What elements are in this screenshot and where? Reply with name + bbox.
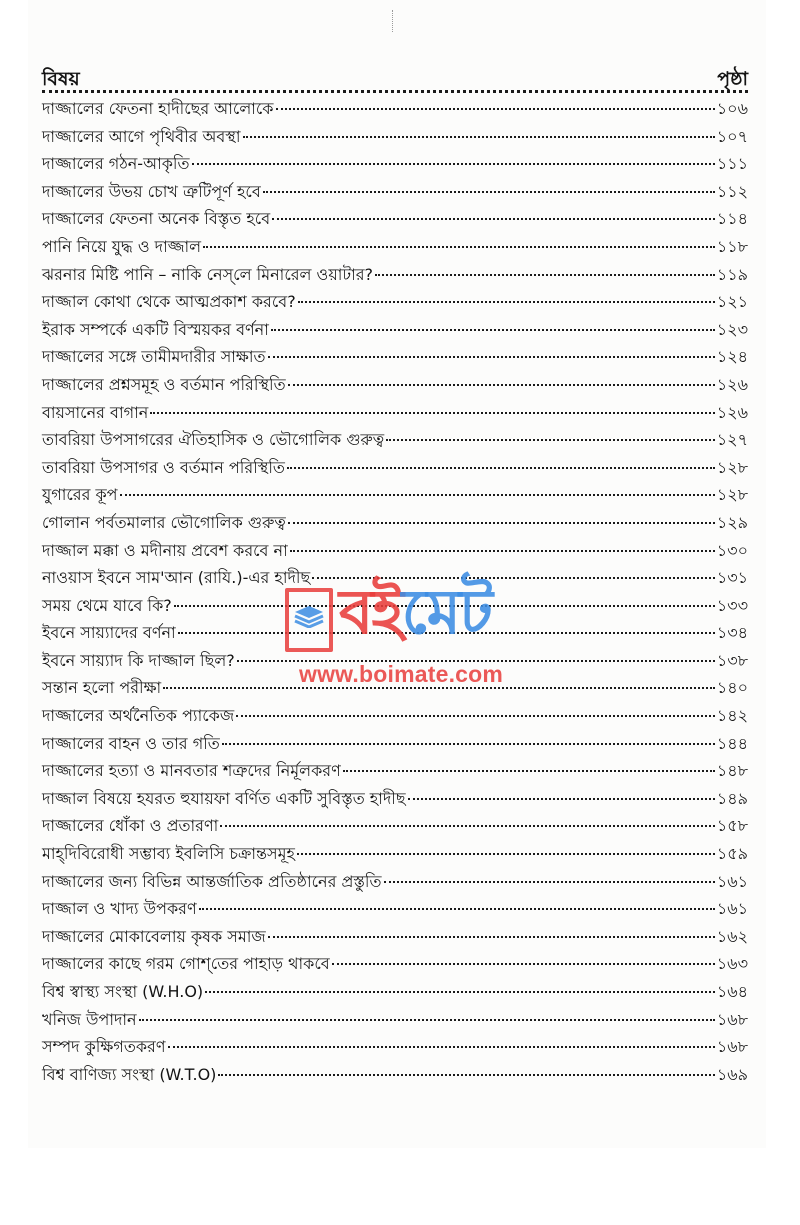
toc-entry-title: বিশ্ব স্বাস্থ্য সংস্থা (W.H.O)	[42, 982, 204, 1001]
dot-leader	[408, 798, 715, 800]
dot-leader	[290, 550, 715, 552]
page-column-label: পৃষ্ঠা	[717, 68, 748, 90]
dot-leader	[174, 605, 715, 607]
dot-leader	[218, 1074, 714, 1076]
toc-entry-title: ইবনে সায়্যাদ কি দাজ্জাল ছিল?	[42, 650, 235, 670]
toc-entry[interactable]	[42, 868, 748, 896]
dot-leader	[199, 908, 715, 910]
toc-entry[interactable]	[42, 895, 748, 923]
toc-entry-page: ১৫৮	[716, 816, 748, 836]
toc-entry-page: ১১৯	[716, 264, 748, 284]
dot-leader	[220, 825, 715, 827]
toc-entry-page: ১৬৮	[716, 1037, 748, 1057]
dot-leader	[192, 163, 715, 165]
toc-entry-page: ১২৮	[716, 485, 748, 505]
toc-entry[interactable]	[42, 288, 748, 316]
dot-leader	[375, 274, 715, 276]
toc-entry-title: পানি নিয়ে যুদ্ধ ও দাজ্জাল	[42, 236, 202, 256]
toc-entry-title: দাজ্জালের আগে পৃথিবীর অবস্থা	[42, 126, 241, 146]
dot-leader	[268, 356, 715, 358]
toc-entry-title: তাবরিয়া উপসাগরের ঐতিহাসিক ও ভৌগোলিক গুরুত্ব	[42, 430, 385, 450]
toc-entry[interactable]	[42, 923, 748, 951]
dot-leader	[163, 687, 715, 689]
toc-entry[interactable]	[42, 261, 748, 289]
toc-entry-page: ১৪৯	[716, 788, 748, 808]
dot-leader	[263, 191, 715, 193]
toc-entry[interactable]	[42, 1033, 748, 1061]
toc-entry[interactable]	[42, 233, 748, 261]
dot-leader	[237, 660, 715, 662]
toc-entry-page: ১৩৮	[716, 650, 748, 670]
dot-leader	[168, 1046, 715, 1048]
toc-entry-page: ১৬৪	[716, 982, 748, 1001]
dot-leader	[288, 384, 715, 386]
toc-entry-title: ইরাক সম্পর্কে একটি বিস্ময়কর বর্ণনা	[42, 319, 269, 339]
dot-leader	[384, 881, 715, 883]
toc-entry-page: ১৪৮	[716, 761, 748, 781]
toc-entry-title: দাজ্জাল কোথা থেকে আত্মপ্রকাশ করবে?	[42, 292, 296, 312]
subject-column-label: বিষয়	[42, 68, 80, 90]
toc-entry-page: ১২৩	[716, 319, 748, 339]
dot-leader	[297, 853, 715, 855]
scan-mark	[392, 10, 394, 32]
toc-entry-title: গোলান পর্বতমালার ভৌগোলিক গুরুত্ব	[42, 512, 286, 532]
toc-entry[interactable]	[42, 812, 748, 840]
dot-leader	[271, 329, 715, 331]
toc-entry-title: দাজ্জালের ফেতনা অনেক বিস্তৃত হবে	[42, 209, 271, 229]
toc-entry[interactable]	[42, 1061, 748, 1089]
toc-entry[interactable]	[42, 150, 748, 178]
toc-entry-page: ১৪৪	[716, 733, 748, 753]
watermark-logo-part1: বই	[339, 575, 402, 648]
dot-leader	[139, 1019, 715, 1021]
toc-entry[interactable]	[42, 537, 748, 565]
dot-leader	[332, 963, 715, 965]
toc-entry[interactable]	[42, 702, 748, 730]
toc-entry[interactable]	[42, 426, 748, 454]
toc-entry-title: বায়সানের বাগান	[42, 402, 149, 422]
toc-entry[interactable]	[42, 509, 748, 537]
toc-entry-title: দাজ্জালের উভয় চোখ ত্রুটিপূর্ণ হবে	[42, 181, 261, 201]
toc-entry[interactable]	[42, 757, 748, 785]
toc-entry-page: ১২৬	[716, 374, 748, 394]
toc-entry-title: দাজ্জালের ধোঁকা ও প্রতারণা	[42, 816, 219, 836]
toc-entry[interactable]	[42, 730, 748, 758]
toc-entry[interactable]	[42, 619, 748, 647]
toc-entry[interactable]	[42, 1006, 748, 1034]
watermark-logo-part2: মেট	[401, 575, 491, 648]
toc-entry-title: সন্তান হলো পরীক্ষা	[42, 678, 162, 698]
toc-entry-page: ১৬১	[716, 871, 748, 891]
toc-entry-title: সম্পদ কুক্ষিগতকরণ	[42, 1037, 166, 1057]
dot-leader	[343, 770, 715, 772]
toc-entry-page: ১২৭	[716, 430, 748, 450]
toc-entry-title: দাজ্জালের সঙ্গে তামীমদারীর সাক্ষাত	[42, 347, 266, 367]
toc-entry-title: বিশ্ব বাণিজ্য সংস্থা (W.T.O)	[42, 1064, 217, 1084]
toc-header	[42, 58, 748, 92]
toc-entry[interactable]	[42, 647, 748, 675]
watermark-url: www.boimate.com	[299, 661, 504, 687]
toc-entry-page: ১৩১	[716, 568, 748, 588]
toc-entry-title: দাজ্জাল মক্কা ও মদীনায় প্রবেশ করবে না	[42, 540, 288, 560]
toc-entry-title: দাজ্জালের মোকাবেলায় কৃষক সমাজ	[42, 926, 266, 946]
toc-entry-page: ১১৪	[716, 209, 748, 229]
toc-entry-page: ১১২	[716, 181, 748, 201]
toc-entry-page: ১৩৪	[716, 623, 748, 643]
toc-entry[interactable]	[42, 481, 748, 509]
toc-entry-page: ১৩০	[716, 540, 748, 560]
dot-leader	[287, 467, 715, 469]
toc-entry-title: তাবরিয়া উপসাগর ও বর্তমান পরিস্থিতি	[42, 457, 285, 477]
toc-entry-page: ১৬২	[716, 926, 748, 946]
toc-entry-page: ১০৭	[716, 126, 748, 146]
toc-entry[interactable]	[42, 205, 748, 233]
toc-entry-page: ১২৮	[716, 457, 748, 477]
header-dotted-divider	[42, 90, 748, 93]
toc-entry-page: ১২৯	[716, 512, 748, 532]
toc-entry[interactable]	[42, 950, 748, 978]
toc-entry-title: দাজ্জালের গঠন-আকৃতি	[42, 154, 190, 174]
dot-leader	[243, 136, 715, 138]
toc-entry[interactable]	[42, 454, 748, 482]
toc-entry-page: ১৬৯	[716, 1064, 748, 1084]
toc-entry-title: দাজ্জাল ও খাদ্য উপকরণ	[42, 899, 197, 919]
toc-entry[interactable]	[42, 674, 748, 702]
toc-entry-title: দাজ্জালের ফেতনা হাদীছের আলোকে	[42, 99, 274, 118]
toc-entry-page: ১৩৩	[716, 595, 748, 615]
dot-leader	[236, 715, 715, 717]
toc-entry-page: ১৬১	[716, 899, 748, 919]
dot-leader	[386, 439, 715, 441]
toc-entry[interactable]	[42, 371, 748, 399]
toc-entry-title: সময় থেমে যাবে কি?	[42, 595, 172, 615]
toc-entry-title: দাজ্জালের অর্থনৈতিক প্যাকেজ	[42, 706, 235, 726]
dot-leader	[288, 522, 715, 524]
toc-entry-page: ১২৬	[716, 402, 748, 422]
dot-leader	[203, 246, 715, 248]
dot-leader	[205, 991, 715, 993]
toc-entry-title: দাজ্জালের প্রশ্নসমূহ ও বর্তমান পরিস্থিতি	[42, 374, 286, 394]
table-of-contents	[42, 95, 748, 1088]
toc-entry[interactable]	[42, 785, 748, 813]
toc-entry-page: ১৫৯	[716, 844, 748, 864]
toc-entry-page: ১২১	[716, 292, 748, 312]
toc-entry-page: ১৪০	[716, 678, 748, 698]
dot-leader	[150, 412, 715, 414]
toc-entry-page: ১৬৮	[716, 1009, 748, 1029]
dot-leader	[222, 743, 715, 745]
toc-entry[interactable]	[42, 178, 748, 206]
toc-entry-page: ১২৪	[716, 347, 748, 367]
toc-entry-title: দাজ্জালের বাহন ও তার গতি	[42, 733, 220, 753]
toc-entry-title: মাহ্‌দিবিরোধী সম্ভাব্য ইবলিসি চক্রান্তসমূহ	[42, 844, 295, 864]
toc-entry-title: ঝরনার মিষ্টি পানি – নাকি নেস্‌লে মিনারেল ওয়াটার?	[42, 264, 374, 284]
toc-entry-title: খনিজ উপাদান	[42, 1009, 137, 1029]
toc-entry-page: ১১১	[716, 154, 748, 174]
toc-entry[interactable]	[42, 343, 748, 371]
toc-entry-title: যুগারের কূপ	[42, 485, 118, 505]
dot-leader	[268, 936, 715, 938]
toc-entry-title: নাওয়াস ইবনে সাম'আন (রাযি.)-এর হাদীছ	[42, 568, 311, 588]
toc-entry[interactable]	[42, 592, 748, 620]
toc-entry-page: ১৪২	[716, 706, 748, 726]
toc-entry-page: ১০৬	[716, 99, 748, 118]
toc-entry-page: ১১৮	[716, 236, 748, 256]
dot-leader	[178, 632, 715, 634]
toc-entry-title: ইবনে সায়্যাদের বর্ণনা	[42, 623, 176, 643]
toc-entry[interactable]	[42, 399, 748, 427]
toc-entry-title: দাজ্জালের কাছে গরম গোশ্‌তের পাহাড় থাকবে	[42, 954, 330, 974]
toc-entry[interactable]	[42, 978, 748, 1006]
dot-leader	[272, 218, 715, 220]
toc-entry-title: দাজ্জালের হত্যা ও মানবতার শত্রুদের নির্মূলকরণ	[42, 761, 341, 781]
toc-entry[interactable]	[42, 123, 748, 151]
toc-entry[interactable]	[42, 840, 748, 868]
dot-leader	[312, 577, 715, 579]
toc-entry-title: দাজ্জালের জন্য বিভিন্ন আন্তর্জাতিক প্রতিষ্ঠানের প্রস্তুতি	[42, 871, 382, 891]
toc-entry[interactable]	[42, 564, 748, 592]
dot-leader	[276, 108, 715, 110]
toc-entry-page: ১৬৩	[716, 954, 748, 974]
toc-entry[interactable]	[42, 95, 748, 123]
toc-entry[interactable]	[42, 316, 748, 344]
toc-entry-title: দাজ্জাল বিষয়ে হযরত হুযায়ফা বর্ণিত একটি সুবিস্তৃত হাদীছ	[42, 788, 406, 808]
dot-leader	[120, 494, 715, 496]
dot-leader	[298, 301, 715, 303]
